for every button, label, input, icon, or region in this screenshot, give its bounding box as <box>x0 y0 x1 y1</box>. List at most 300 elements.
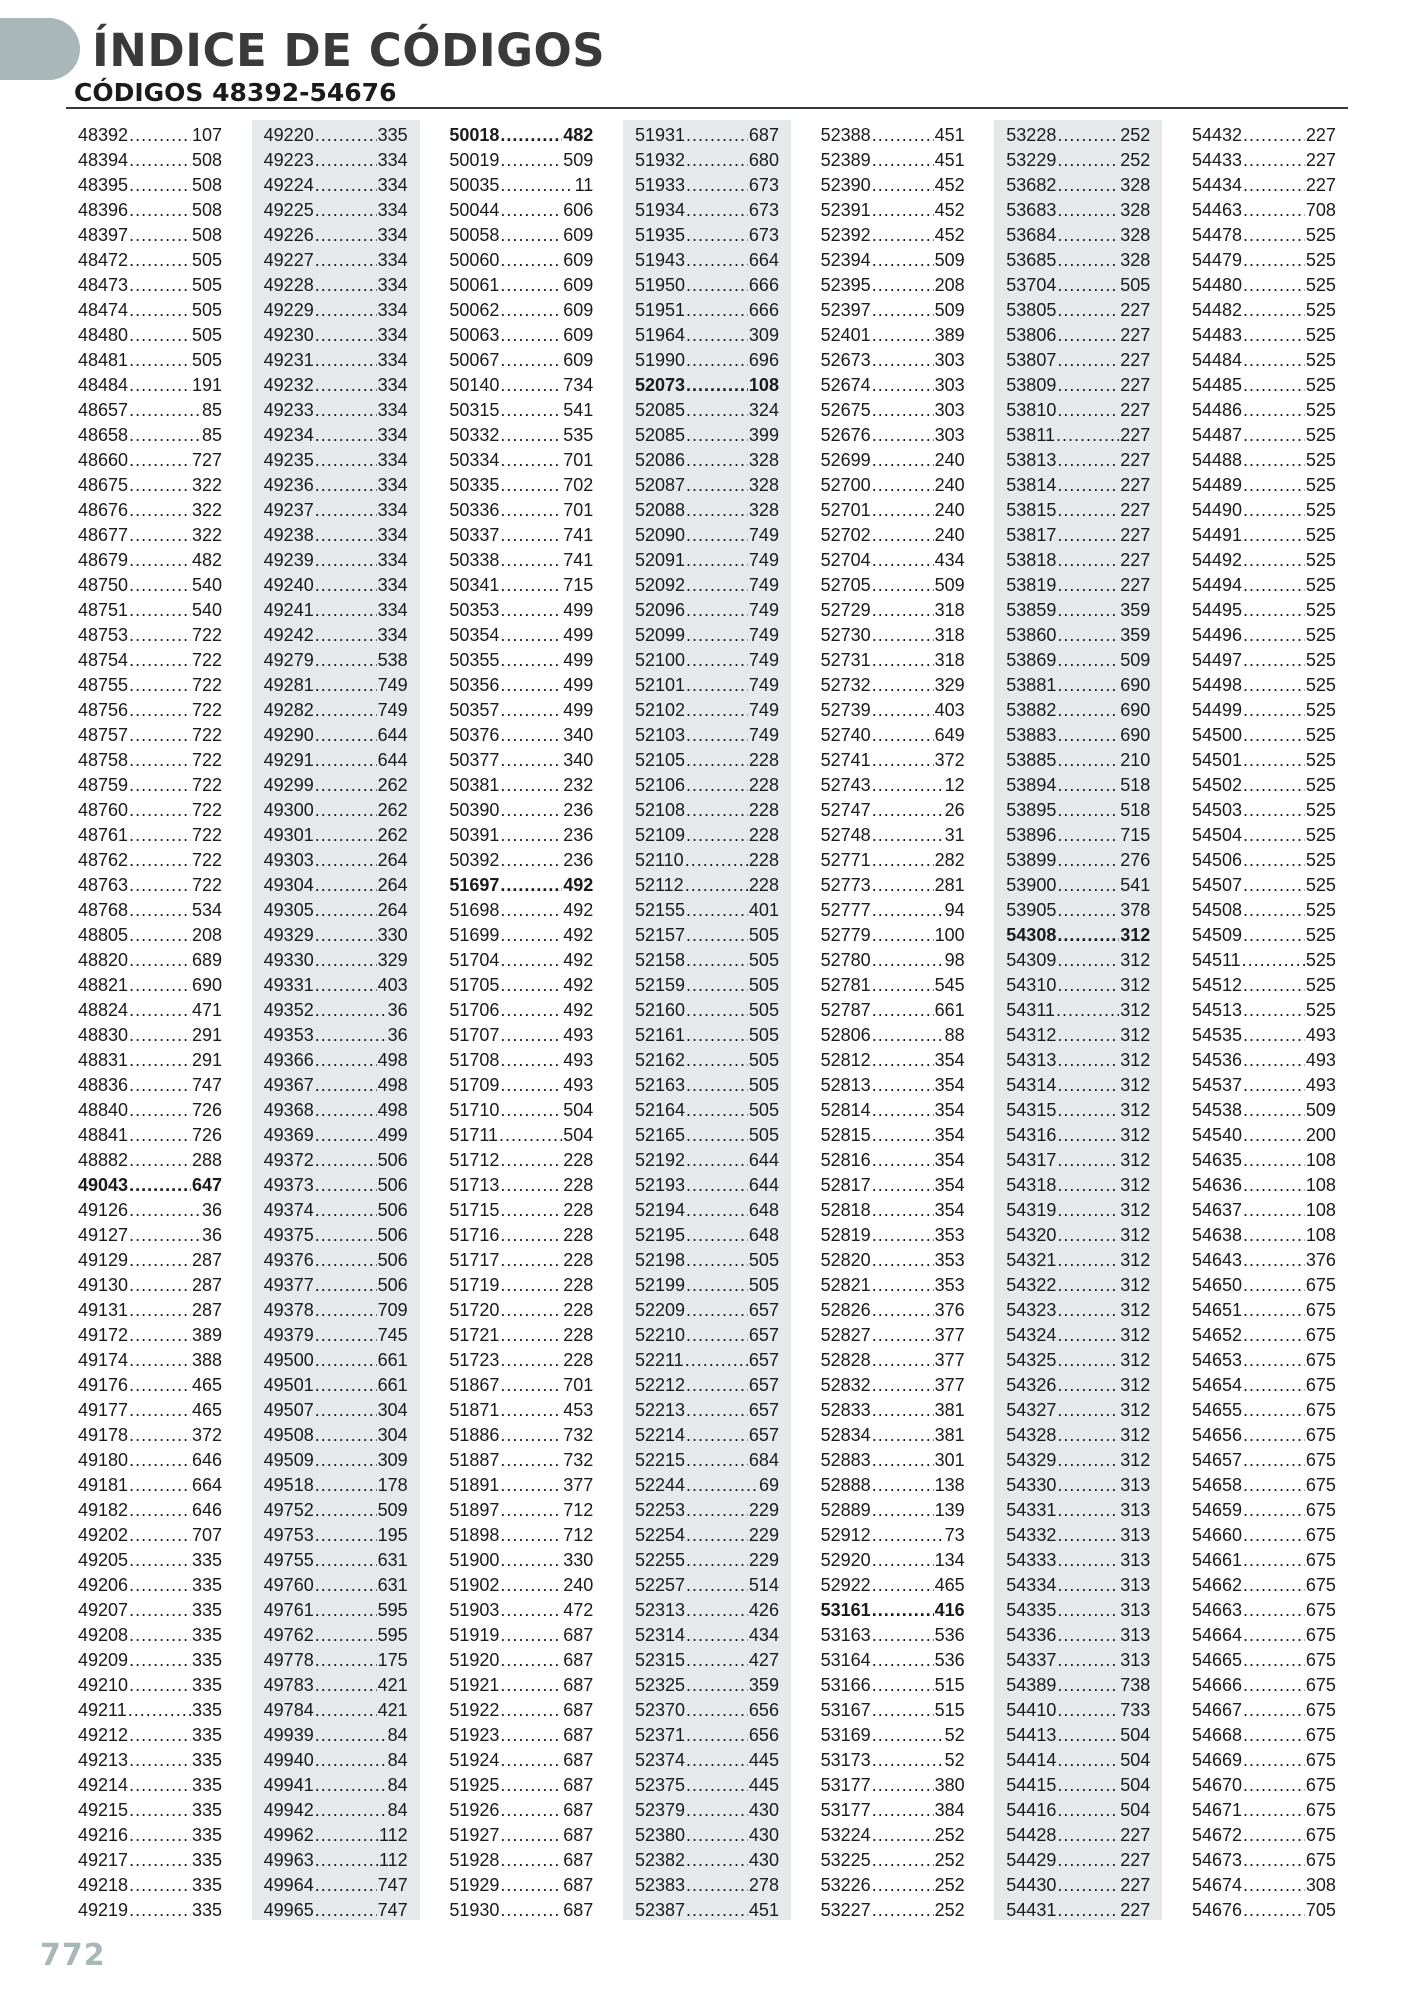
dot-leader <box>1243 1798 1305 1823</box>
product-code: 52100 <box>634 650 686 670</box>
product-code: 52161 <box>634 1025 686 1045</box>
dot-leader <box>129 1623 191 1648</box>
product-code: 53813 <box>1006 450 1057 470</box>
page-reference: 312 <box>1120 1125 1151 1145</box>
dot-leader <box>129 1273 191 1298</box>
index-entry <box>449 1223 593 1248</box>
page-reference: 384 <box>934 1800 965 1820</box>
page-reference: 749 <box>748 575 779 595</box>
index-entry <box>78 1673 222 1698</box>
index-entry <box>821 1173 965 1198</box>
index-entry <box>78 298 222 323</box>
product-code: 54431 <box>1006 1900 1057 1920</box>
dot-leader <box>500 548 562 573</box>
index-entry <box>821 248 965 273</box>
index-entry <box>264 148 408 173</box>
index-entry <box>78 123 222 148</box>
index-entry <box>635 1348 779 1373</box>
dot-leader <box>315 598 377 623</box>
product-code: 48757 <box>78 725 129 745</box>
dot-leader <box>1057 1423 1119 1448</box>
dot-leader <box>315 248 377 273</box>
page-reference: 240 <box>934 500 965 520</box>
index-entry <box>1006 398 1150 423</box>
dot-leader <box>872 1223 934 1248</box>
dot-leader <box>686 398 748 423</box>
dot-leader <box>1243 1148 1305 1173</box>
dot-leader <box>1243 1298 1305 1323</box>
index-entry <box>821 548 965 573</box>
dot-leader <box>129 198 191 223</box>
dot-leader <box>1057 1023 1119 1048</box>
page-reference: 195 <box>377 1525 408 1545</box>
product-code: 54503 <box>1191 800 1242 820</box>
page-reference: 329 <box>377 950 408 970</box>
dot-leader <box>129 1648 191 1673</box>
dot-leader <box>1243 1598 1305 1623</box>
page-reference: 644 <box>377 725 408 745</box>
index-entry <box>78 723 222 748</box>
index-entry <box>635 123 779 148</box>
product-code: 52817 <box>820 1175 871 1195</box>
dot-leader <box>315 323 377 348</box>
page-reference: 675 <box>1305 1400 1336 1420</box>
page-reference: 229 <box>748 1500 779 1520</box>
index-entry <box>264 673 408 698</box>
product-code: 50354 <box>449 625 500 645</box>
page-reference: 210 <box>1120 750 1151 770</box>
product-code: 53809 <box>1006 375 1057 395</box>
page-reference: 499 <box>563 700 594 720</box>
page-reference: 675 <box>1305 1275 1336 1295</box>
product-code: 50018 <box>449 125 500 145</box>
dot-leader <box>1243 1123 1305 1148</box>
index-entry <box>635 723 779 748</box>
page-reference: 525 <box>1305 850 1336 870</box>
dot-leader <box>315 1873 377 1898</box>
page-reference: 334 <box>377 150 408 170</box>
page-reference: 749 <box>748 700 779 720</box>
dot-leader <box>872 648 934 673</box>
product-code: 52806 <box>820 1025 871 1045</box>
page-reference: 749 <box>748 550 779 570</box>
product-code: 52164 <box>634 1100 686 1120</box>
product-code: 52313 <box>634 1600 686 1620</box>
dot-leader <box>129 1598 191 1623</box>
product-code: 52699 <box>820 450 871 470</box>
index-entry <box>635 798 779 823</box>
index-entry <box>1192 398 1336 423</box>
dot-leader <box>500 648 562 673</box>
index-entry <box>635 1448 779 1473</box>
dot-leader <box>686 1373 748 1398</box>
index-entry <box>635 198 779 223</box>
product-code: 52110 <box>634 850 684 870</box>
page-reference: 334 <box>377 400 408 420</box>
page-reference: 675 <box>1305 1725 1336 1745</box>
product-code: 52395 <box>820 275 871 295</box>
product-code: 49216 <box>78 1825 129 1845</box>
index-entry <box>821 1673 965 1698</box>
index-entry <box>449 1248 593 1273</box>
page-reference: 353 <box>934 1225 965 1245</box>
dot-leader <box>129 723 191 748</box>
dot-leader <box>129 1848 191 1873</box>
index-entry <box>264 1123 408 1148</box>
product-code: 52748 <box>820 825 871 845</box>
product-code: 52090 <box>634 525 686 545</box>
dot-leader <box>500 373 562 398</box>
index-entry <box>635 873 779 898</box>
page-reference: 733 <box>1120 1700 1151 1720</box>
page-reference: 732 <box>563 1450 594 1470</box>
page-reference: 328 <box>1120 175 1151 195</box>
index-entry <box>264 1648 408 1673</box>
index-entry <box>1192 698 1336 723</box>
dot-leader <box>315 1448 377 1473</box>
index-entry <box>821 1398 965 1423</box>
page-reference: 303 <box>934 425 965 445</box>
page-reference: 313 <box>1120 1525 1151 1545</box>
dot-leader <box>500 673 562 698</box>
page-reference: 722 <box>191 750 222 770</box>
dot-leader <box>500 173 573 198</box>
product-code: 51934 <box>634 200 686 220</box>
product-code: 52102 <box>634 700 686 720</box>
dot-leader <box>686 723 748 748</box>
dot-leader <box>1057 1298 1119 1323</box>
dot-leader <box>1057 323 1119 348</box>
product-code: 52889 <box>820 1500 871 1520</box>
dot-leader <box>1243 598 1305 623</box>
index-entry <box>821 1373 965 1398</box>
product-code: 50019 <box>449 150 500 170</box>
index-entry <box>635 948 779 973</box>
page-reference: 525 <box>1305 325 1336 345</box>
dot-leader <box>500 448 562 473</box>
dot-leader <box>1057 1223 1119 1248</box>
index-entry <box>1192 548 1336 573</box>
dot-leader <box>315 1373 377 1398</box>
product-code: 51920 <box>449 1650 500 1670</box>
dot-leader <box>872 598 934 623</box>
product-code: 51924 <box>449 1750 500 1770</box>
dot-leader <box>315 1598 377 1623</box>
product-code: 49215 <box>78 1800 129 1820</box>
index-entry <box>1192 1198 1336 1223</box>
dot-leader <box>500 1898 562 1923</box>
page-reference: 492 <box>563 950 594 970</box>
product-code: 53869 <box>1006 650 1057 670</box>
product-code: 54482 <box>1191 300 1242 320</box>
product-code: 50341 <box>449 575 500 595</box>
dot-leader <box>686 1323 748 1348</box>
product-code: 54637 <box>1191 1200 1242 1220</box>
page-reference: 657 <box>748 1350 779 1370</box>
header-divider <box>66 107 1348 109</box>
dot-leader <box>500 1573 562 1598</box>
index-entry <box>635 1248 779 1273</box>
index-entry <box>264 1848 408 1873</box>
dot-leader <box>500 1198 562 1223</box>
index-column-3 <box>437 120 605 1920</box>
product-code: 52209 <box>634 1300 686 1320</box>
dot-leader <box>1243 1723 1305 1748</box>
page-reference: 509 <box>1120 650 1151 670</box>
page-reference: 675 <box>1305 1300 1336 1320</box>
index-entry <box>635 1323 779 1348</box>
product-code: 48756 <box>78 700 129 720</box>
product-code: 53900 <box>1006 875 1057 895</box>
page-reference: 722 <box>191 675 222 695</box>
dot-leader <box>872 1798 934 1823</box>
product-code: 52818 <box>820 1200 871 1220</box>
page-reference: 545 <box>934 975 965 995</box>
page-reference: 690 <box>1120 700 1151 720</box>
index-entry <box>264 1498 408 1523</box>
page-reference: 335 <box>191 1675 222 1695</box>
index-entry <box>635 1648 779 1673</box>
product-code: 49965 <box>263 1900 314 1920</box>
dot-leader <box>686 973 748 998</box>
product-code: 54320 <box>1006 1225 1057 1245</box>
product-code: 51927 <box>449 1825 500 1845</box>
page-reference: 745 <box>377 1325 408 1345</box>
dot-leader <box>129 973 191 998</box>
product-code: 51706 <box>449 1000 500 1020</box>
index-entry <box>635 1398 779 1423</box>
dot-leader <box>686 1573 748 1598</box>
product-code: 54504 <box>1191 825 1242 845</box>
page-reference: 675 <box>1305 1475 1336 1495</box>
dot-leader <box>872 1773 934 1798</box>
page-reference: 335 <box>191 1775 222 1795</box>
product-code: 54672 <box>1191 1825 1242 1845</box>
product-code: 51711 <box>449 1125 499 1145</box>
page-reference: 506 <box>377 1275 408 1295</box>
dot-leader <box>1057 1898 1119 1923</box>
product-code: 54650 <box>1191 1275 1242 1295</box>
index-entry <box>449 873 593 898</box>
dot-leader <box>1243 573 1305 598</box>
dot-leader <box>1057 1598 1119 1623</box>
dot-leader <box>1243 1648 1305 1673</box>
product-code: 54432 <box>1191 125 1242 145</box>
dot-leader <box>315 1673 377 1698</box>
page-reference: 657 <box>748 1375 779 1395</box>
page-reference: 646 <box>191 1450 222 1470</box>
index-entry <box>1192 1523 1336 1548</box>
page-reference: 525 <box>1305 500 1336 520</box>
product-code: 49366 <box>263 1050 314 1070</box>
dot-leader <box>1243 698 1305 723</box>
index-entry <box>264 923 408 948</box>
product-code: 50060 <box>449 250 500 270</box>
index-entry <box>449 373 593 398</box>
product-code: 52819 <box>820 1225 871 1245</box>
index-entry <box>821 1123 965 1148</box>
index-entry <box>78 1148 222 1173</box>
dot-leader <box>872 1723 944 1748</box>
dot-leader <box>500 1448 562 1473</box>
product-code: 54311 <box>1006 1000 1055 1020</box>
page-reference: 644 <box>377 750 408 770</box>
index-entry <box>449 1098 593 1123</box>
product-code: 54313 <box>1006 1050 1057 1070</box>
dot-leader <box>686 898 748 923</box>
index-entry <box>449 1623 593 1648</box>
dot-leader <box>500 1173 562 1198</box>
product-code: 51708 <box>449 1050 500 1070</box>
page-reference: 334 <box>377 550 408 570</box>
index-entry <box>78 973 222 998</box>
index-entry <box>264 1873 408 1898</box>
product-code: 51712 <box>449 1150 500 1170</box>
page-reference: 100 <box>934 925 965 945</box>
product-code: 52214 <box>634 1425 686 1445</box>
product-code: 49178 <box>78 1425 129 1445</box>
dot-leader <box>129 323 191 348</box>
dot-leader <box>1057 1048 1119 1073</box>
page-reference: 505 <box>748 1075 779 1095</box>
product-code: 49375 <box>263 1225 314 1245</box>
index-entry <box>1006 1423 1150 1448</box>
index-entry <box>78 1498 222 1523</box>
index-entry <box>1192 123 1336 148</box>
page-reference: 228 <box>748 875 779 895</box>
product-code: 52215 <box>634 1450 686 1470</box>
page-reference: 508 <box>191 225 222 245</box>
index-entry <box>1192 1073 1336 1098</box>
product-code: 49239 <box>263 550 314 570</box>
page-reference: 287 <box>191 1250 222 1270</box>
page-reference: 675 <box>1305 1650 1336 1670</box>
index-entry <box>1192 1398 1336 1423</box>
index-entry <box>78 448 222 473</box>
page-reference: 525 <box>1305 450 1336 470</box>
page-reference: 722 <box>191 700 222 720</box>
dot-leader <box>315 748 377 773</box>
product-code: 52739 <box>820 700 871 720</box>
index-entry <box>78 173 222 198</box>
page-reference: 535 <box>563 425 594 445</box>
page-reference: 482 <box>563 125 594 145</box>
index-entry <box>1192 623 1336 648</box>
product-code: 52394 <box>820 250 871 270</box>
page-reference: 318 <box>934 650 965 670</box>
page-reference: 657 <box>748 1325 779 1345</box>
product-code: 52194 <box>634 1200 686 1220</box>
index-entry <box>821 598 965 623</box>
product-code: 54416 <box>1006 1800 1057 1820</box>
product-code: 54335 <box>1006 1600 1057 1620</box>
product-code: 50338 <box>449 550 500 570</box>
product-code: 53226 <box>820 1875 871 1895</box>
product-code: 49783 <box>263 1675 314 1695</box>
dot-leader <box>1057 1848 1119 1873</box>
product-code: 52315 <box>634 1650 686 1670</box>
product-code: 48824 <box>78 1000 129 1020</box>
page-reference: 595 <box>377 1600 408 1620</box>
dot-leader <box>129 548 191 573</box>
page-reference: 525 <box>1305 575 1336 595</box>
page-reference: 227 <box>1120 450 1151 470</box>
dot-leader <box>315 1223 377 1248</box>
product-code: 54535 <box>1191 1025 1242 1045</box>
page-reference: 505 <box>748 975 779 995</box>
index-entry <box>1192 1048 1336 1073</box>
page-reference: 11 <box>574 175 594 195</box>
dot-leader <box>686 1898 748 1923</box>
page-reference: 200 <box>1305 1125 1336 1145</box>
dot-leader <box>129 173 191 198</box>
product-code: 52815 <box>820 1125 871 1145</box>
dot-leader <box>129 1448 191 1473</box>
dot-leader <box>129 873 191 898</box>
index-entry <box>821 1473 965 1498</box>
index-entry <box>821 148 965 173</box>
product-code: 53167 <box>820 1700 871 1720</box>
index-entry <box>635 923 779 948</box>
index-entry <box>1192 1173 1336 1198</box>
product-code: 54497 <box>1191 650 1242 670</box>
dot-leader <box>686 1723 748 1748</box>
dot-leader <box>315 273 377 298</box>
product-code: 51926 <box>449 1800 500 1820</box>
product-code: 54636 <box>1191 1175 1242 1195</box>
page-reference: 227 <box>1120 1825 1151 1845</box>
index-entry <box>264 1373 408 1398</box>
dot-leader <box>129 1498 191 1523</box>
product-code: 52213 <box>634 1400 686 1420</box>
page-reference: 747 <box>191 1075 222 1095</box>
page-reference: 334 <box>377 450 408 470</box>
page-reference: 749 <box>748 675 779 695</box>
index-entry <box>635 748 779 773</box>
page-reference: 236 <box>563 850 594 870</box>
product-code: 54665 <box>1191 1650 1242 1670</box>
dot-leader <box>1243 1098 1305 1123</box>
index-entry <box>264 723 408 748</box>
dot-leader <box>315 1798 387 1823</box>
dot-leader <box>1243 1323 1305 1348</box>
dot-leader <box>1243 1873 1305 1898</box>
page-reference: 656 <box>748 1725 779 1745</box>
product-code: 48831 <box>78 1050 129 1070</box>
product-code: 52401 <box>820 325 871 345</box>
dot-leader <box>315 1548 377 1573</box>
page-reference: 472 <box>563 1600 594 1620</box>
dot-leader <box>1057 1098 1119 1123</box>
dot-leader <box>1243 848 1305 873</box>
page-reference: 675 <box>1305 1425 1336 1445</box>
index-entry <box>78 1623 222 1648</box>
product-code: 52254 <box>634 1525 686 1545</box>
index-entry <box>635 973 779 998</box>
dot-leader <box>686 1598 748 1623</box>
dot-leader <box>872 1573 934 1598</box>
index-entry <box>449 1173 593 1198</box>
dot-leader <box>1243 1048 1305 1073</box>
product-code: 48760 <box>78 800 129 820</box>
page-reference: 304 <box>377 1425 408 1445</box>
product-code: 54496 <box>1191 625 1242 645</box>
index-entry <box>1006 1323 1150 1348</box>
index-entry <box>1192 873 1336 898</box>
page-reference: 240 <box>934 475 965 495</box>
index-entry <box>449 1673 593 1698</box>
dot-leader <box>872 173 934 198</box>
